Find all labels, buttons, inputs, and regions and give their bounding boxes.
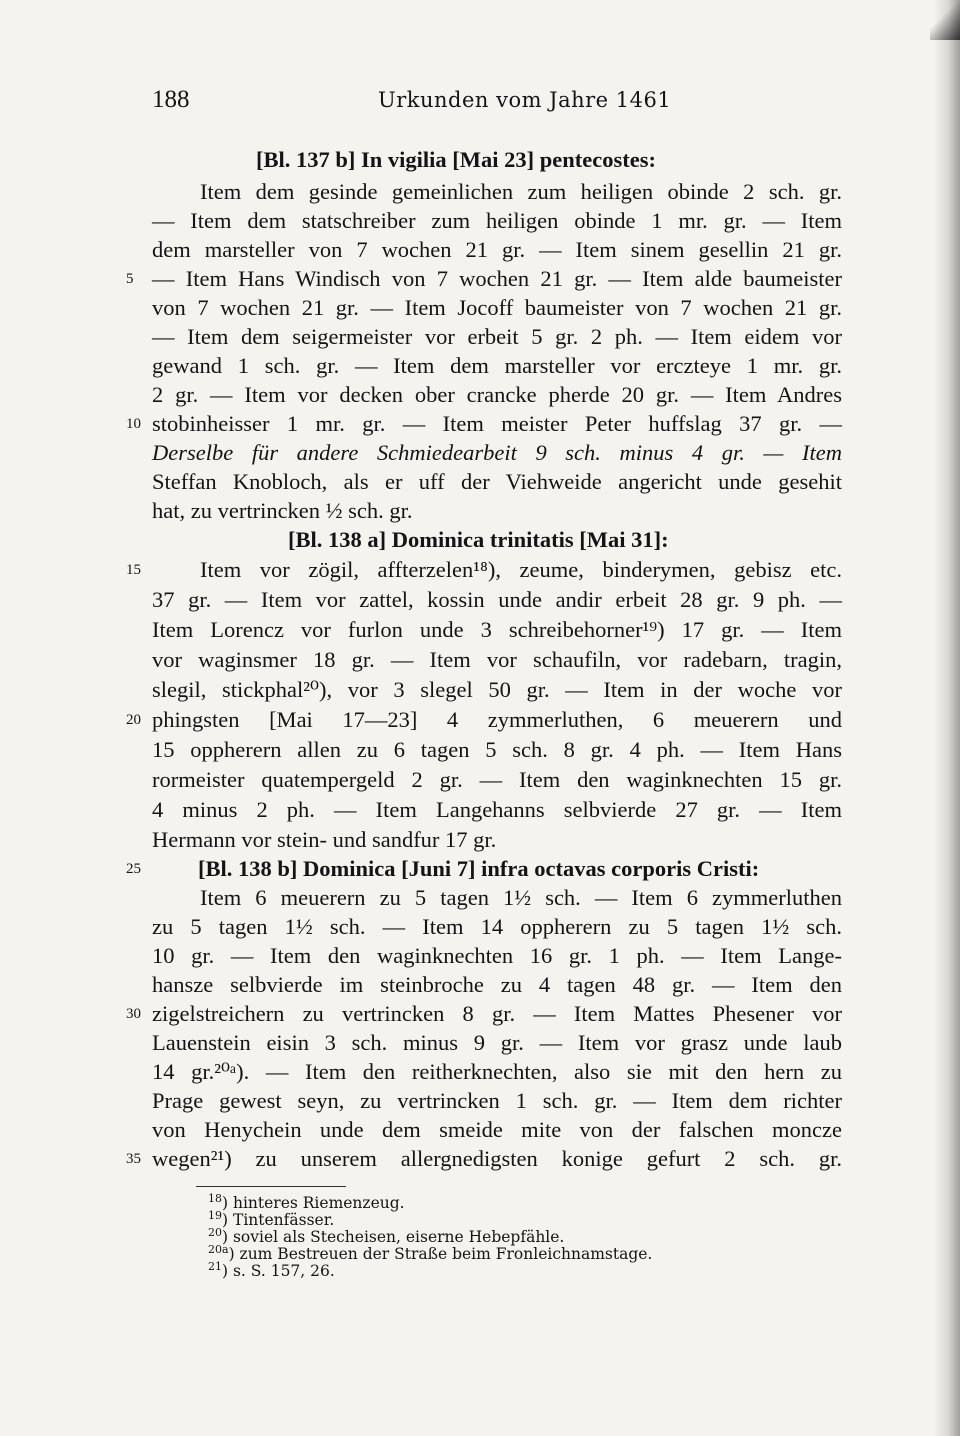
text-line: rormeister quatempergeld 2 gr. — Item den waginknechten 15 gr. <box>152 767 842 792</box>
line-number: 35 <box>126 1151 141 1167</box>
footnote-mark: 20a <box>208 1243 229 1256</box>
text-line: 14 gr.²⁰ᵃ). — Item den reitherknechten, also sie mit den hern zu <box>152 1059 842 1084</box>
text-line: Hermann vor stein- und sandfur 17 gr. <box>152 827 497 852</box>
page-corner-shadow <box>930 0 960 40</box>
page-header <box>0 86 960 126</box>
line-number: 20 <box>126 712 141 728</box>
text-line: stobinheisser 1 mr. gr. — Item meister Peter huffslag 37 gr. — <box>152 411 842 436</box>
text-line: Prage gewest seyn, zu vertrincken 1 sch. gr. — Item dem richter <box>152 1088 842 1113</box>
line-number: 30 <box>126 1006 141 1022</box>
text-line: Derselbe für andere Schmiedearbeit 9 sch. minus 4 gr. — Item <box>152 440 842 465</box>
text-line: vor waginsmer 18 gr. — Item vor schaufiln, vor radebarn, tragin, <box>152 647 842 672</box>
text-line: Item 6 meuerern zu 5 tagen 1½ sch. — Item 6 zymmerluthen <box>200 885 842 910</box>
footnote-divider <box>196 1186 346 1187</box>
running-head: Urkunden vom Jahre 1461 <box>378 88 672 112</box>
text-line: slegil, stickphal²⁰), vor 3 slegel 50 gr. — Item in der woche vor <box>152 677 842 702</box>
page-edge-shadow <box>934 0 960 1436</box>
text-line: dem marsteller von 7 wochen 21 gr. — Item sinem gesellin 21 gr. <box>152 237 842 262</box>
text-line: Lauenstein eisin 3 sch. minus 9 gr. — Item vor grasz unde laub <box>152 1030 842 1055</box>
text-line: — Item dem seigermeister vor erbeit 5 gr. 2 ph. — Item eidem vor <box>152 324 842 349</box>
text-line: 10 gr. — Item den waginknechten 16 gr. 1 ph. — Item Lange- <box>152 943 842 968</box>
section-heading: [Bl. 138 b] Dominica [Juni 7] infra octavas corporis Cristi: <box>198 856 760 881</box>
footnote-mark: 18 <box>208 1192 222 1205</box>
text-line: zu 5 tagen 1½ sch. — Item 14 oppherern zu 5 tagen 1½ sch. <box>152 914 842 939</box>
footnote-text: ) s. S. 157, 26. <box>222 1262 335 1281</box>
footnote-text: ) Tintenfässer. <box>222 1211 335 1230</box>
footnote-text: ) hinteres Riemenzeug. <box>222 1194 405 1213</box>
footnote-text: ) zum Bestreuen der Straße beim Fronleichnamstage. <box>228 1245 653 1264</box>
line-number: 10 <box>126 416 141 432</box>
text-line: Steffan Knobloch, als er uff der Viehweide angericht unde gesehit <box>152 469 842 494</box>
text-line: 37 gr. — Item vor zattel, kossin unde andir erbeit 28 gr. 9 ph. — <box>152 587 842 612</box>
text-line: — Item dem statschreiber zum heiligen obinde 1 mr. gr. — Item <box>152 208 842 233</box>
line-number: 25 <box>126 861 141 877</box>
text-line: phingsten [Mai 17—23] 4 zymmerluthen, 6 meuerern und <box>152 707 842 732</box>
text-line: von Henychein unde dem smeide mite von der falschen moncze <box>152 1117 842 1142</box>
text-line: — Item Hans Windisch von 7 wochen 21 gr. — Item alde baumeister <box>152 266 842 291</box>
page-number: 188 <box>152 86 190 113</box>
footnote-mark: 19 <box>208 1209 222 1222</box>
text-line: gewand 1 sch. gr. — Item dem marsteller vor erczteye 1 mr. gr. <box>152 353 842 378</box>
footnote-mark: 21 <box>208 1260 222 1273</box>
text-line: von 7 wochen 21 gr. — Item Jocoff baumeister von 7 wochen 21 gr. <box>152 295 842 320</box>
footnote-mark: 20 <box>208 1226 222 1239</box>
text-line: zigelstreichern zu vertrincken 8 gr. — Item Mattes Phesener vor <box>152 1001 842 1026</box>
line-number: 5 <box>126 271 134 287</box>
text-line: Item Lorencz vor furlon unde 3 schreibehorner¹⁹) 17 gr. — Item <box>152 617 842 642</box>
footnote-text: ) soviel als Stecheisen, eiserne Hebepfähle. <box>222 1228 565 1247</box>
text-line: hat, zu vertrincken ½ sch. gr. <box>152 498 413 523</box>
text-line: hansze selbvierde im steinbroche zu 4 tagen 48 gr. — Item den <box>152 972 842 997</box>
section-heading: [Bl. 138 a] Dominica trinitatis [Mai 31]: <box>288 527 669 552</box>
text-line: 15 oppherern allen zu 6 tagen 5 sch. 8 gr. 4 ph. — Item Hans <box>152 737 842 762</box>
text-line: Item vor zögil, affterzelen¹⁸), zeume, binderymen, gebisz etc. <box>200 557 842 582</box>
line-number: 15 <box>126 562 141 578</box>
text-line: Item dem gesinde gemeinlichen zum heiligen obinde 2 sch. gr. <box>200 179 842 204</box>
text-line: wegen²¹) zu unserem allergnedigsten konige gefurt 2 sch. gr. <box>152 1146 842 1171</box>
text-line: 2 gr. — Item vor decken ober crancke pherde 20 gr. — Item Andres <box>152 382 842 407</box>
text-line: 4 minus 2 ph. — Item Langehanns selbvierde 27 gr. — Item <box>152 797 842 822</box>
section-heading: [Bl. 137 b] In vigilia [Mai 23] pentecostes: <box>256 147 656 172</box>
footnote <box>208 1258 335 1280</box>
